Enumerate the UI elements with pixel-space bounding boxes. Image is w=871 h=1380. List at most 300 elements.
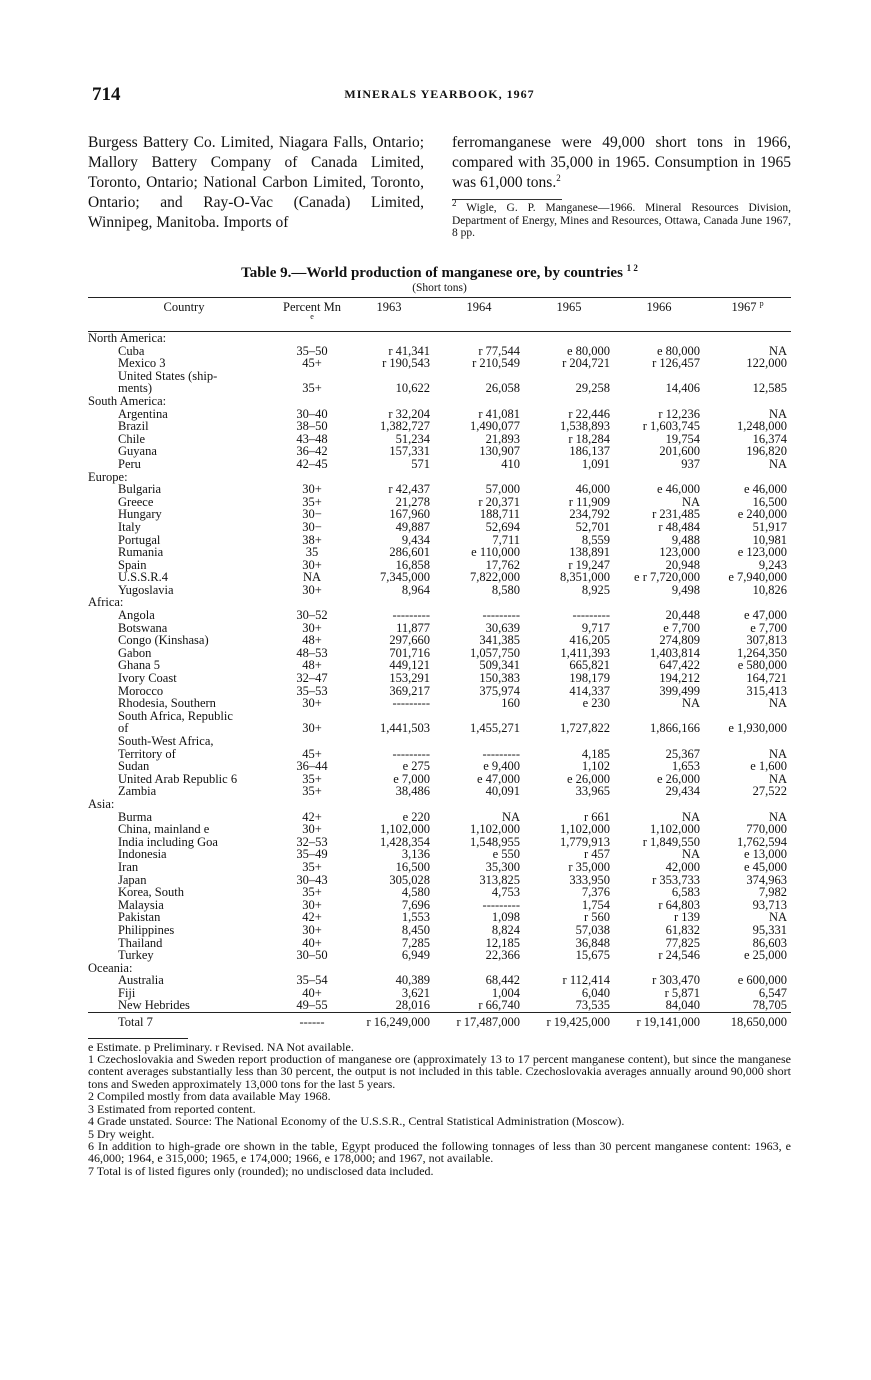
value-cell-1967: 1,762,594 <box>737 834 787 849</box>
value-cell-1965: e 230 <box>582 696 610 711</box>
country-cell: New Hebrides <box>118 998 190 1013</box>
value-cell-1967: NA <box>768 809 787 824</box>
value-cell-1964: r 20,371 <box>478 494 520 509</box>
value-cell-1965: 198,179 <box>569 671 610 686</box>
percent-cell: 49–55 <box>296 998 328 1013</box>
country-cell: Sudan <box>118 759 150 774</box>
country-cell: Burma <box>118 809 153 824</box>
value-cell-1965: 36,848 <box>575 935 610 950</box>
value-cell-1965: 8,925 <box>581 582 610 597</box>
production-table <box>88 297 791 1032</box>
table-note: 4 Grade unstated. Source: The National Economy of the U.S.S.R., Central Statistical Administration (Moscow). <box>88 1114 625 1129</box>
percent-cell: 30+ <box>302 482 322 497</box>
value-cell-1966: 194,212 <box>659 671 700 686</box>
value-cell-1964: 188,711 <box>479 507 520 522</box>
value-cell-1966: NA <box>681 696 700 711</box>
value-cell-1966: r 231,485 <box>652 507 700 522</box>
value-cell-1965: 186,137 <box>569 444 610 459</box>
table-note: 5 Dry weight. <box>88 1126 155 1141</box>
table-subtitle: (Short tons) <box>412 282 467 294</box>
header-percent <box>280 298 344 332</box>
value-cell-1964: 1,548,955 <box>470 834 520 849</box>
percent-cell: 42+ <box>302 910 322 925</box>
percent-cell: 48+ <box>302 658 322 673</box>
value-cell-1964: r 41,081 <box>478 406 520 421</box>
value-cell-1967: 93,713 <box>752 897 787 912</box>
table-header-row <box>88 298 791 332</box>
value-cell-1963: 3,621 <box>401 985 430 1000</box>
value-cell-1966: r 48,484 <box>658 519 700 534</box>
value-cell-1964: 30,639 <box>485 620 520 635</box>
value-cell-1963: 16,500 <box>395 859 430 874</box>
total-country: Total 7 <box>88 1013 280 1032</box>
value-cell-1967: e 47,000 <box>743 608 787 623</box>
value-cell-1965: --------- <box>572 608 610 623</box>
table-row <box>88 974 791 987</box>
percent-cell: 40+ <box>302 985 322 1000</box>
percent-cell: 35+ <box>302 381 322 396</box>
percent-cell: 30+ <box>302 582 322 597</box>
country-cell: United States (ship- <box>118 368 218 383</box>
value-cell-1967: e 46,000 <box>743 482 787 497</box>
percent-cell: 30+ <box>302 696 322 711</box>
value-cell-1967: 122,000 <box>746 356 787 371</box>
value-cell-1964: 313,825 <box>479 872 520 887</box>
value-cell-1965: 416,205 <box>569 633 610 648</box>
percent-cell: 36–44 <box>296 759 328 774</box>
value-cell-1967: NA <box>768 696 787 711</box>
value-cell-1966: NA <box>681 809 700 824</box>
country-cell: Morocco <box>118 683 164 698</box>
country-cell: Brazil <box>118 419 149 434</box>
value-cell-1967: 770,000 <box>746 822 787 837</box>
country-cell: Zambia <box>118 784 157 799</box>
value-cell-1966: 123,000 <box>659 545 700 560</box>
value-cell-1964: --------- <box>482 746 520 761</box>
percent-cell: NA <box>302 570 322 585</box>
value-cell-1965: e 80,000 <box>566 343 610 358</box>
value-cell-1963: 286,601 <box>389 545 430 560</box>
value-cell-1964: r 66,740 <box>478 998 520 1013</box>
region-name: Oceania: <box>88 960 133 975</box>
value-cell-1963: 9,434 <box>401 532 430 547</box>
value-cell-1963: 49,887 <box>395 519 430 534</box>
table-row <box>88 672 791 685</box>
value-cell-1966: 937 <box>681 456 700 471</box>
value-cell-1964: e 9,400 <box>483 759 520 774</box>
country-cell: Rumania <box>118 545 164 560</box>
country-cell: Pakistan <box>118 910 161 925</box>
total-row <box>88 1013 791 1032</box>
percent-cell: 48–53 <box>296 645 328 660</box>
header-1963: 1963 <box>344 298 434 332</box>
value-cell-1964: e 110,000 <box>471 545 520 560</box>
value-cell-1963: 305,028 <box>389 872 430 887</box>
country-cell: India including Goa <box>118 834 218 849</box>
country-cell: Cuba <box>118 343 145 358</box>
value-cell-1967: 196,820 <box>746 444 787 459</box>
percent-cell: 30+ <box>302 922 322 937</box>
value-cell-1967: e 240,000 <box>737 507 787 522</box>
total-pct: ------ <box>280 1013 344 1032</box>
country-cell: Thailand <box>118 935 163 950</box>
percent-cell: 30+ <box>302 822 322 837</box>
value-cell-1966: 1,102,000 <box>650 822 700 837</box>
value-cell-1965: 4,185 <box>581 746 610 761</box>
value-cell-1965: r 22,446 <box>568 406 610 421</box>
value-cell-1967: 7,982 <box>758 885 787 900</box>
value-cell-1963: 449,121 <box>389 658 430 673</box>
value-cell-1963: e 7,000 <box>393 771 430 786</box>
footnote-2 <box>452 198 791 240</box>
percent-cell: 43–48 <box>296 431 328 446</box>
header-percent-label: Percent Mn <box>283 300 341 314</box>
value-cell-1963: r 32,204 <box>388 406 430 421</box>
country-cell: U.S.S.R.4 <box>118 570 169 585</box>
value-cell-1963: 7,696 <box>401 897 430 912</box>
value-cell-1964: 375,974 <box>479 683 520 698</box>
value-cell-1965: 1,102 <box>581 759 610 774</box>
value-cell-1966: 14,406 <box>665 381 700 396</box>
region-name: Europe: <box>88 469 128 484</box>
value-cell-1967: 16,500 <box>752 494 787 509</box>
country-cell: Iran <box>118 859 139 874</box>
value-cell-1965: 9,717 <box>581 620 610 635</box>
value-cell-1966: 399,499 <box>659 683 700 698</box>
percent-cell: 35–53 <box>296 683 328 698</box>
value-cell-1966: 1,866,166 <box>650 721 700 736</box>
footnote-ref: 2 <box>556 172 561 183</box>
value-cell-1967: 164,721 <box>746 671 787 686</box>
value-cell-1966: r 1,849,550 <box>642 834 700 849</box>
percent-cell: 30–43 <box>296 872 328 887</box>
value-cell-1963: e 275 <box>402 759 430 774</box>
country-cell: Hungary <box>118 507 162 522</box>
percent-cell: 48+ <box>302 633 322 648</box>
value-cell-1963: 3,136 <box>401 847 430 862</box>
table-row <box>88 785 791 798</box>
value-cell-1964: 21,893 <box>485 431 520 446</box>
value-cell-1965: 57,038 <box>575 922 610 937</box>
country-cell: United Arab Republic 6 <box>118 771 238 786</box>
value-cell-1965: 234,792 <box>569 507 610 522</box>
value-cell-1966: 61,832 <box>665 922 700 937</box>
value-cell-1966: 1,403,814 <box>650 645 700 660</box>
percent-cell: 45+ <box>302 746 322 761</box>
percent-cell: 42–45 <box>296 456 328 471</box>
country-cell: Indonesia <box>118 847 167 862</box>
value-cell-1963: 1,428,354 <box>380 834 430 849</box>
body-text <box>88 133 791 263</box>
value-cell-1967: 10,981 <box>752 532 787 547</box>
value-cell-1963: 157,331 <box>389 444 430 459</box>
value-cell-1963: 38,486 <box>395 784 430 799</box>
table-row <box>88 861 791 874</box>
value-cell-1966: r 5,871 <box>664 985 700 1000</box>
table-row <box>88 546 791 559</box>
value-cell-1966: NA <box>681 494 700 509</box>
table-note: 6 In addition to high-grade ore shown in the table, Egypt produced the following tonnages of less than 30 percent manganese content: 1963, e 46,000; 1964, e 315,000; 1965, e 174,000; 1966, e 178,000; and 1967, not available. <box>88 1138 791 1166</box>
value-cell-1963: 4,580 <box>401 885 430 900</box>
value-cell-1963: 701,716 <box>389 645 430 660</box>
country-cell: Argentina <box>118 406 168 421</box>
value-cell-1967 <box>704 735 791 748</box>
value-cell-1963: 297,660 <box>389 633 430 648</box>
header-1967-note: p <box>759 298 764 308</box>
value-cell-1965: 1,538,893 <box>560 419 610 434</box>
footnote-rule <box>452 199 562 200</box>
value-cell-1964: 68,442 <box>485 973 520 988</box>
value-cell-1963: e 220 <box>402 809 430 824</box>
value-cell-1966: r 126,457 <box>652 356 700 371</box>
value-cell-1964: e 550 <box>492 847 520 862</box>
table-note: 2 Compiled mostly from data available May 1968. <box>88 1089 331 1104</box>
page-header <box>88 84 791 114</box>
value-cell-1965: r 560 <box>583 910 610 925</box>
value-cell-1965: 1,727,822 <box>560 721 610 736</box>
percent-cell: 35+ <box>302 771 322 786</box>
country-cell: Greece <box>118 494 154 509</box>
percent-cell: 42+ <box>302 809 322 824</box>
value-cell-1967: NA <box>768 771 787 786</box>
region-row <box>88 332 791 345</box>
value-cell-1966: e 26,000 <box>656 771 700 786</box>
value-cell-1966: r 24,546 <box>658 948 700 963</box>
value-cell-1964: 150,383 <box>479 671 520 686</box>
table-row <box>88 886 791 899</box>
value-cell-1963: 6,949 <box>401 948 430 963</box>
country-cell: Bulgaria <box>118 482 162 497</box>
value-cell-1966: e 80,000 <box>656 343 700 358</box>
percent-cell: 30+ <box>302 897 322 912</box>
value-cell-1964: e 47,000 <box>476 771 520 786</box>
value-cell-1967: e 123,000 <box>737 545 787 560</box>
value-cell-1963: 167,960 <box>389 507 430 522</box>
header-1967-label: 1967 <box>731 300 757 314</box>
value-cell-1966: 1,653 <box>671 759 700 774</box>
value-cell-1967: 86,603 <box>752 935 787 950</box>
value-cell-1967: e 1,600 <box>750 759 787 774</box>
value-cell-1966: 19,754 <box>665 431 700 446</box>
country-cell: Fiji <box>118 985 136 1000</box>
table-note: 3 Estimated from reported content. <box>88 1101 256 1116</box>
percent-cell: 30+ <box>302 557 322 572</box>
page-number: 714 <box>92 84 121 105</box>
value-cell-1967: e 45,000 <box>743 859 787 874</box>
table-row <box>88 634 791 647</box>
value-cell-1965: r 18,284 <box>568 431 610 446</box>
country-cell: Portugal <box>118 532 161 547</box>
value-cell-1967: 1,264,350 <box>737 645 787 660</box>
value-cell-1963: 1,553 <box>401 910 430 925</box>
country-cell: Chile <box>118 431 146 446</box>
country-cell: Peru <box>118 456 141 471</box>
country-cell: of <box>118 721 129 736</box>
value-cell-1966: r 353,733 <box>652 872 700 887</box>
value-cell-1966: 6,583 <box>671 885 700 900</box>
table-note: 7 Total is of listed figures only (rounded); no undisclosed data included. <box>88 1163 434 1178</box>
header-1966: 1966 <box>614 298 704 332</box>
value-cell-1966: 29,434 <box>665 784 700 799</box>
footnote-2-text: Wigle, G. P. Manganese—1966. Mineral Resources Division, Department of Energy, Mines and Resources, Ottawa, Canada June 1967, 8 pp. <box>452 202 791 239</box>
value-cell-1964: 12,185 <box>485 935 520 950</box>
value-cell-1964: r 77,544 <box>478 343 520 358</box>
value-cell-1965: r 11,909 <box>568 494 610 509</box>
value-cell-1963: 8,964 <box>401 582 430 597</box>
table-row <box>88 949 791 962</box>
value-cell-1964: 1,004 <box>491 985 520 1000</box>
region-name: Africa: <box>88 595 124 610</box>
value-cell-1964: 57,000 <box>485 482 520 497</box>
value-cell-1964: 4,753 <box>491 885 520 900</box>
value-cell-1963: r 41,341 <box>388 343 430 358</box>
total-v1963: r 16,249,000 <box>344 1013 434 1032</box>
value-cell-1966: 9,488 <box>671 532 700 547</box>
value-cell-1965 <box>524 735 614 748</box>
value-cell-1963: 28,016 <box>395 998 430 1013</box>
country-cell: Turkey <box>118 948 154 963</box>
country-cell: Territory of <box>118 746 176 761</box>
table-row <box>88 571 791 584</box>
value-cell-1964: 1,455,271 <box>470 721 520 736</box>
percent-cell: 30+ <box>302 620 322 635</box>
table-row <box>88 458 791 471</box>
value-cell-1965: 73,535 <box>575 998 610 1013</box>
value-cell-1964: 130,907 <box>479 444 520 459</box>
table-row <box>88 999 791 1012</box>
value-cell-1964: --------- <box>482 897 520 912</box>
table-title <box>88 265 791 282</box>
percent-cell: 35+ <box>302 784 322 799</box>
value-cell-1966: NA <box>681 847 700 862</box>
country-cell: Malaysia <box>118 897 164 912</box>
value-cell-1967: NA <box>768 746 787 761</box>
value-cell-1967: 1,248,000 <box>737 419 787 434</box>
value-cell-1967: e 7,940,000 <box>728 570 787 585</box>
percent-cell: 36–42 <box>296 444 328 459</box>
country-cell: Congo (Kinshasa) <box>118 633 209 648</box>
value-cell-1967: 307,813 <box>746 633 787 648</box>
country-cell: Australia <box>118 973 164 988</box>
value-cell-1965: e 26,000 <box>566 771 610 786</box>
country-cell: Guyana <box>118 444 157 459</box>
percent-cell: 38+ <box>302 532 322 547</box>
country-cell: Yugoslavia <box>118 582 174 597</box>
value-cell-1967: 6,547 <box>758 985 787 1000</box>
value-cell-1967: e 13,000 <box>743 847 787 862</box>
value-cell-1964 <box>434 735 524 748</box>
value-cell-1967: 12,585 <box>752 381 787 396</box>
percent-cell: 30–50 <box>296 948 328 963</box>
table-row <box>88 357 791 370</box>
value-cell-1965: 8,559 <box>581 532 610 547</box>
value-cell-1965: 6,040 <box>581 985 610 1000</box>
table-row <box>88 584 791 597</box>
value-cell-1964: 1,098 <box>491 910 520 925</box>
table-body <box>88 332 791 1032</box>
value-cell-1964: 509,341 <box>479 658 520 673</box>
table-row <box>88 609 791 622</box>
table-row <box>88 760 791 773</box>
total-v1966: r 19,141,000 <box>614 1013 704 1032</box>
value-cell-1963: --------- <box>392 696 430 711</box>
value-cell-1966 <box>614 735 704 748</box>
country-cell: Italy <box>118 519 141 534</box>
value-cell-1963: --------- <box>392 608 430 623</box>
value-cell-1966: 84,040 <box>665 998 700 1013</box>
country-cell: Ivory Coast <box>118 671 177 686</box>
country-cell: Gabon <box>118 645 152 660</box>
value-cell-1964: 26,058 <box>485 381 520 396</box>
value-cell-1963: 10,622 <box>395 381 430 396</box>
value-cell-1964: 7,711 <box>492 532 520 547</box>
value-cell-1967: 16,374 <box>752 431 787 446</box>
region-row <box>88 798 791 811</box>
value-cell-1966: 20,948 <box>665 557 700 572</box>
value-cell-1964: 1,490,077 <box>470 419 520 434</box>
value-cell-1965: 7,376 <box>581 885 610 900</box>
value-cell-1965: 1,091 <box>581 456 610 471</box>
value-cell-1967: 95,331 <box>752 922 787 937</box>
value-cell-1966: e r 7,720,000 <box>634 570 700 585</box>
percent-cell: 35+ <box>302 494 322 509</box>
value-cell-1965: 15,675 <box>575 948 610 963</box>
value-cell-1963: 369,217 <box>389 683 430 698</box>
footnote-2-mark: 2 <box>452 198 457 209</box>
value-cell-1965: r 112,414 <box>562 973 610 988</box>
table-row <box>88 924 791 937</box>
value-cell-1963: 1,441,503 <box>380 721 430 736</box>
value-cell-1966: r 303,470 <box>652 973 700 988</box>
value-cell-1967: 78,705 <box>752 998 787 1013</box>
value-cell-1965: 1,779,913 <box>560 834 610 849</box>
value-cell-1964: 1,102,000 <box>470 822 520 837</box>
country-cell: Ghana 5 <box>118 658 160 673</box>
value-cell-1967: 10,826 <box>752 582 787 597</box>
percent-cell: 30–40 <box>296 406 328 421</box>
percent-cell: 30+ <box>302 721 322 736</box>
value-cell-1965: 33,965 <box>575 784 610 799</box>
country-cell: Rhodesia, Southern <box>118 696 216 711</box>
value-cell-1967: 315,413 <box>746 683 787 698</box>
page <box>88 84 791 1177</box>
running-head: MINERALS YEARBOOK, 1967 <box>344 87 535 101</box>
value-cell-1964: r 210,549 <box>472 356 520 371</box>
table-row <box>88 483 791 496</box>
value-cell-1963: --------- <box>392 746 430 761</box>
value-cell-1966: 25,367 <box>665 746 700 761</box>
total-v1964: r 17,487,000 <box>434 1013 524 1032</box>
value-cell-1964: 35,300 <box>485 859 520 874</box>
body-right-text <box>452 133 791 193</box>
value-cell-1963: 1,382,727 <box>380 419 430 434</box>
value-cell-1967: 374,963 <box>746 872 787 887</box>
table-row <box>88 735 791 748</box>
percent-cell: 32–47 <box>296 671 328 686</box>
table-note: 1 Czechoslovakia and Sweden report production of manganese ore (approximately 13 to 17 percent manganese content), but since the manganese content averages substantially less than 30 percent, the output is not included in this table. Czechoslovakia averages annually around 90,000 short tons and Sweden approximately 13,000 tons for the last 5 years. <box>88 1052 791 1091</box>
value-cell-1966: 77,825 <box>665 935 700 950</box>
value-cell-1966: 647,422 <box>659 658 700 673</box>
value-cell-1965: 333,950 <box>569 872 610 887</box>
value-cell-1964: 1,057,750 <box>470 645 520 660</box>
value-cell-1964: 160 <box>501 696 520 711</box>
value-cell-1964: 8,580 <box>491 582 520 597</box>
value-cell-1963: 40,389 <box>395 973 430 988</box>
percent-cell: 35+ <box>302 859 322 874</box>
value-cell-1965: 1,411,393 <box>560 645 610 660</box>
value-cell-1963: 16,858 <box>395 557 430 572</box>
value-cell-1963: 7,285 <box>401 935 430 950</box>
